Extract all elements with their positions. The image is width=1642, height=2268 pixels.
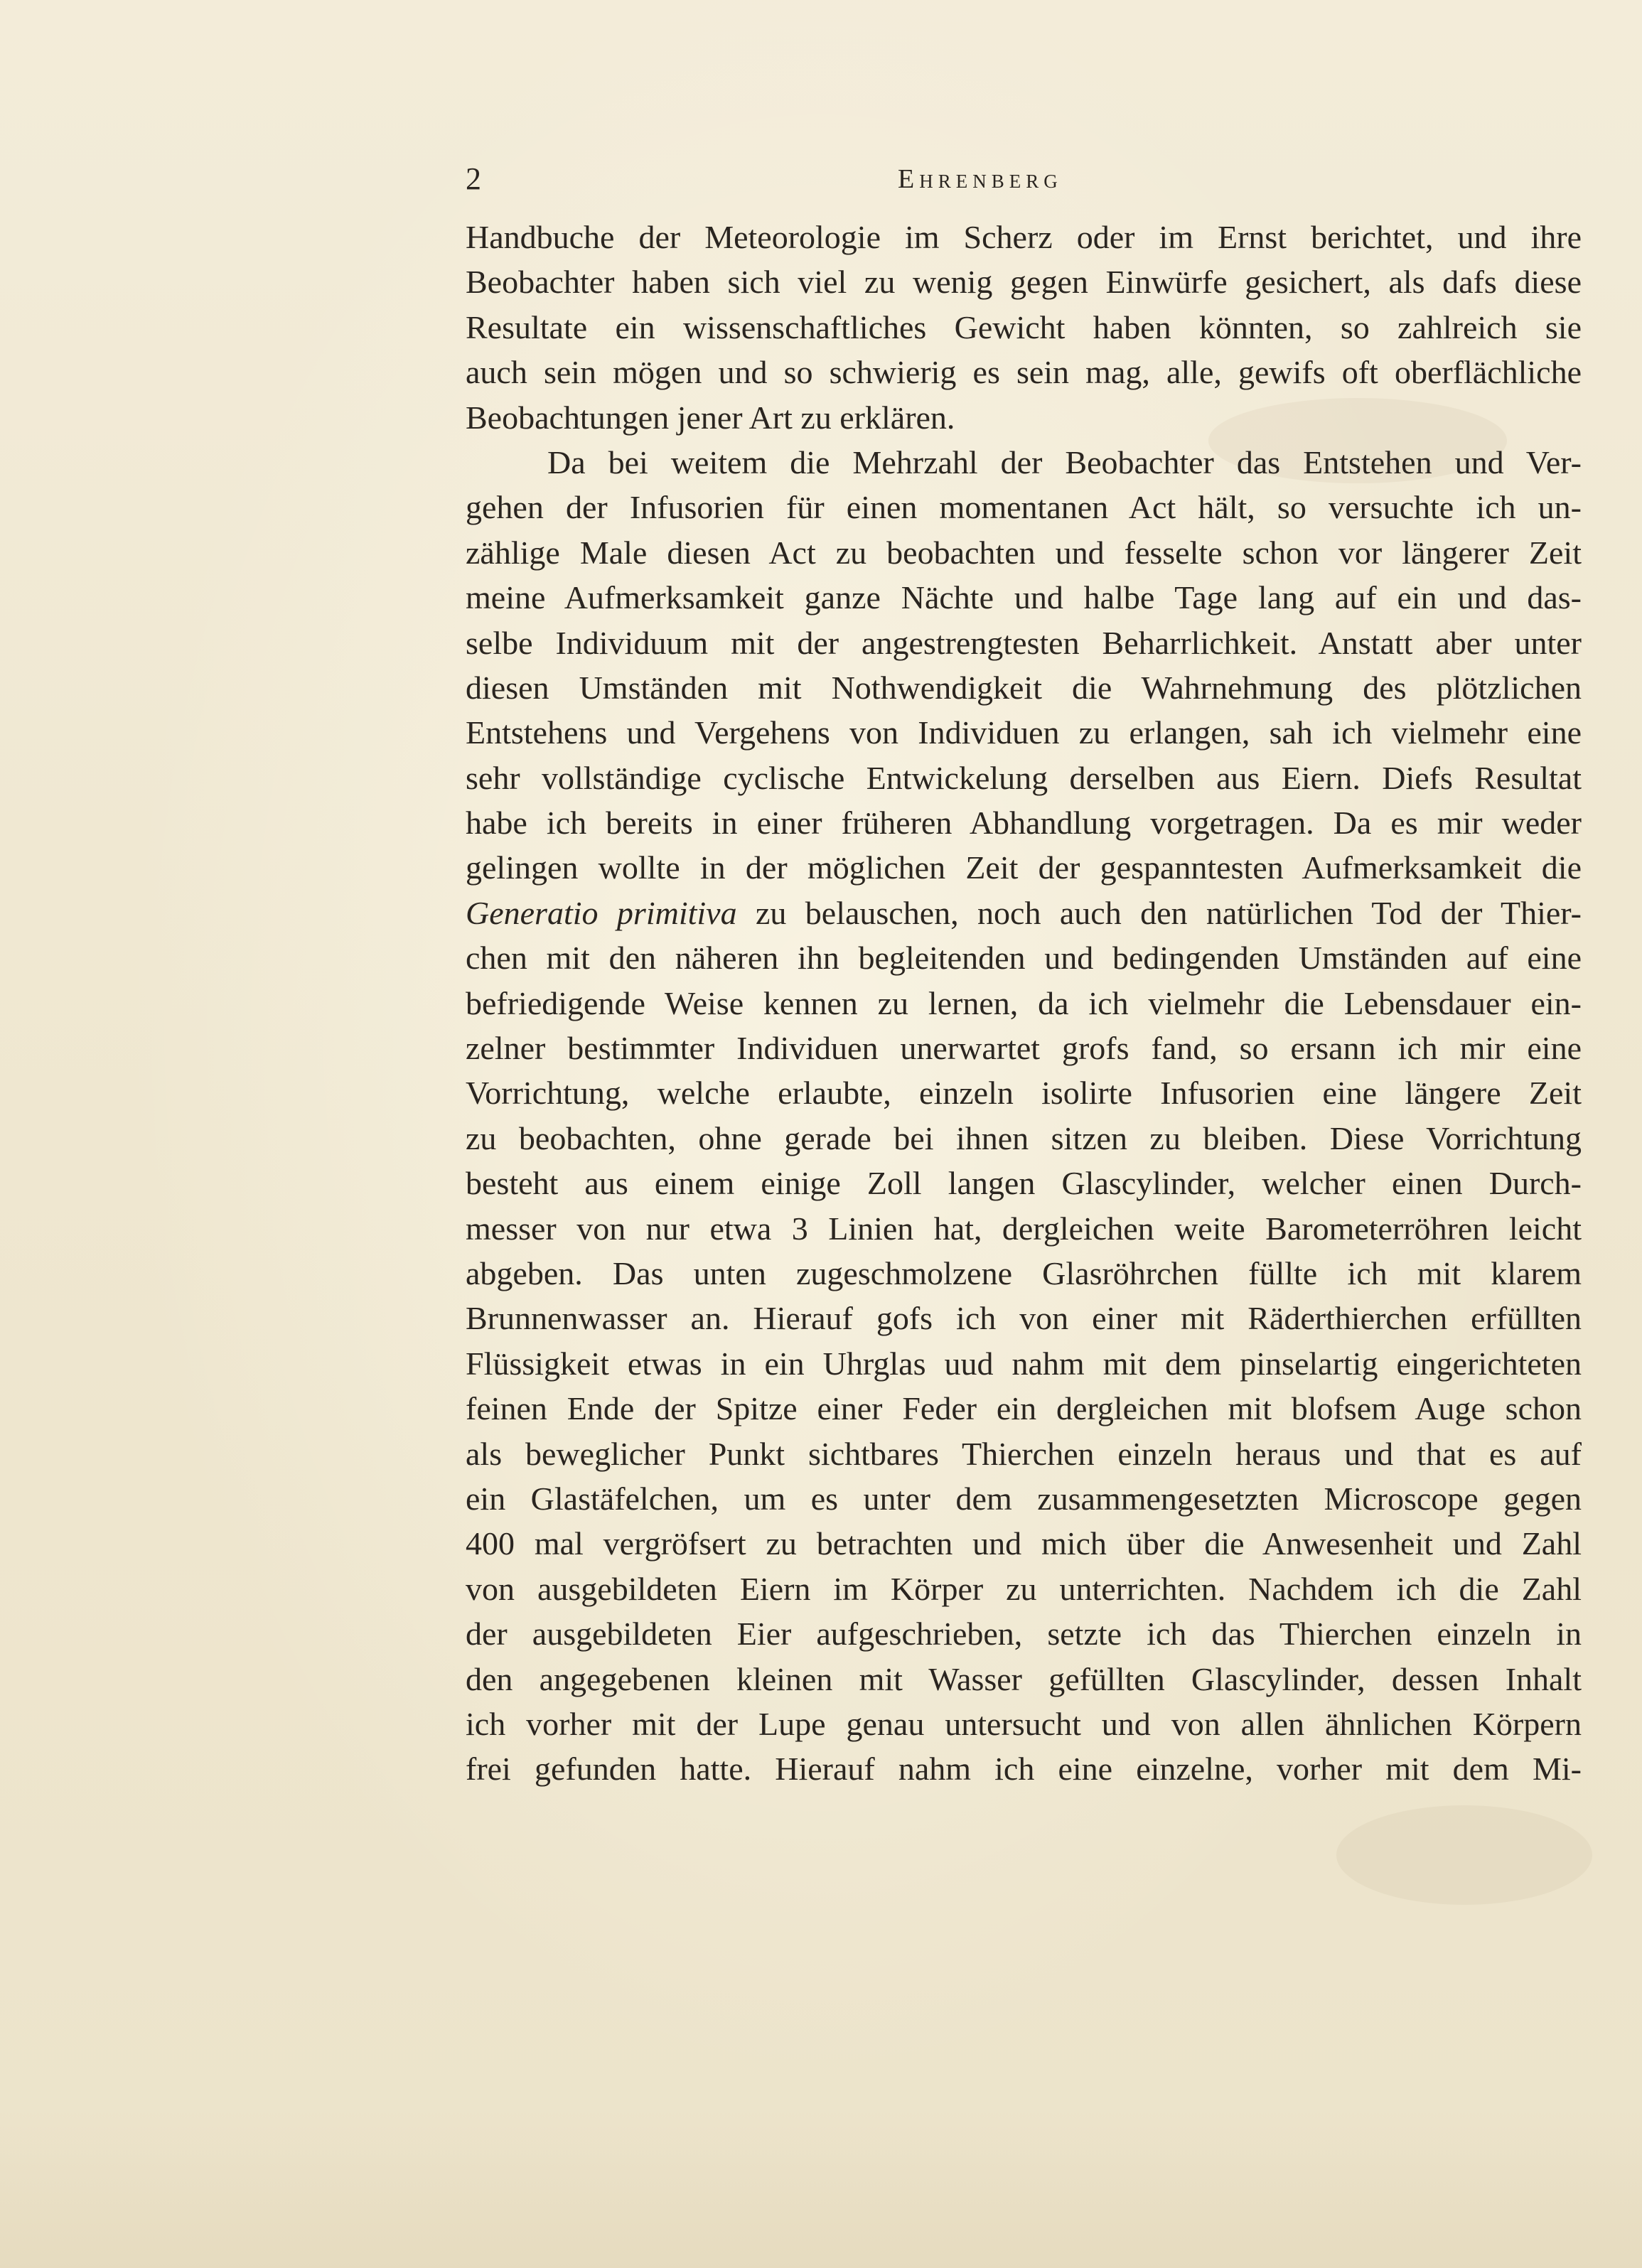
text-line <box>466 935 1582 980</box>
body-text <box>466 215 1582 1792</box>
text-line <box>466 981 1582 1026</box>
text-line <box>466 665 1582 710</box>
running-head: Ehrenberg <box>898 164 1063 194</box>
italic-term: Generatio primitiva <box>466 894 737 931</box>
text-line <box>466 1026 1582 1070</box>
text-line <box>466 1657 1582 1702</box>
text-line <box>466 530 1582 575</box>
text-line-content: von ausgebildeten Eiern im Körper zu unterrichten. Nachdem ich die Zahl <box>466 1570 1582 1607</box>
text-line-content: ein Glastäfelchen, um es unter dem zusammengesetzten Microscope gegen <box>466 1480 1582 1517</box>
page-header <box>466 158 1141 200</box>
text-line-content: gelingen wollte in der möglichen Zeit der gespanntesten Aufmerksamkeit die <box>466 849 1582 886</box>
text-line-content: messer von nur etwa 3 Linien hat, dergleichen weite Barometerröhren leicht <box>466 1210 1582 1247</box>
text-line-content: auch sein mögen und so schwierig es sein mag, alle, gewifs oft oberflächliche <box>466 354 1582 391</box>
text-line <box>466 1476 1582 1521</box>
text-line-content: den angegebenen kleinen mit Wasser gefüllten Glascylinder, dessen Inhalt <box>466 1660 1582 1697</box>
text-line-content: Beobachtungen jener Art zu erklären. <box>466 399 955 436</box>
text-line <box>466 710 1582 755</box>
text-line <box>466 350 1582 394</box>
text-line <box>466 1070 1582 1115</box>
text-line-content: Flüssigkeit etwas in ein Uhrglas uud nahm mit dem pinselartig eingerichteten <box>466 1345 1582 1382</box>
text-line <box>466 215 1582 259</box>
text-line <box>466 1161 1582 1205</box>
text-line <box>466 1746 1582 1791</box>
text-line <box>466 1116 1582 1161</box>
text-line <box>466 259 1582 304</box>
text-line <box>466 440 1582 485</box>
text-line <box>466 1296 1582 1340</box>
text-line-content: meine Aufmerksamkeit ganze Nächte und halbe Tage lang auf ein und das- <box>466 579 1582 616</box>
text-line <box>466 1341 1582 1386</box>
text-line <box>466 756 1582 800</box>
text-line <box>466 845 1582 890</box>
page-number: 2 <box>466 161 481 196</box>
text-line-content: Brunnenwasser an. Hierauf gofs ich von einer mit Räderthierchen erfüllten <box>466 1300 1582 1337</box>
text-line <box>466 1251 1582 1296</box>
text-line-content: feinen Ende der Spitze einer Feder ein dergleichen mit blofsem Auge schon <box>466 1390 1582 1427</box>
text-line-content: selbe Individuum mit der angestrengtesten Beharrlichkeit. Anstatt aber unter <box>466 624 1582 661</box>
text-line <box>466 891 1582 935</box>
text-line <box>466 1431 1582 1476</box>
text-line <box>466 1386 1582 1431</box>
text-line-content: 400 mal vergröfsert zu betrachten und mich über die Anwesenheit und Zahl <box>466 1525 1582 1562</box>
text-line <box>466 395 1582 440</box>
text-line-content: Entstehens und Vergehens von Individuen zu erlangen, sah ich vielmehr eine <box>466 714 1582 751</box>
text-line <box>466 575 1582 620</box>
text-line <box>466 800 1582 845</box>
text-line-content: der ausgebildeten Eier aufgeschrieben, setzte ich das Thierchen einzeln in <box>466 1616 1582 1652</box>
text-line-content: Vorrichtung, welche erlaubte, einzeln isolirte Infusorien eine längere Zeit <box>466 1075 1582 1112</box>
text-line-content: habe ich bereits in einer früheren Abhandlung vorgetragen. Da es mir weder <box>466 805 1582 842</box>
paper-stain <box>1336 1805 1592 1905</box>
text-line <box>466 485 1582 530</box>
text-line <box>466 1521 1582 1566</box>
text-line-content: zu beobachten, ohne gerade bei ihnen sitzen zu bleiben. Diese Vorrichtung <box>466 1119 1582 1156</box>
text-line <box>466 1702 1582 1746</box>
text-line-content: chen mit den näheren ihn begleitenden und bedingenden Umständen auf eine <box>466 940 1582 977</box>
text-line-content: besteht aus einem einige Zoll langen Glascylinder, welcher einen Durch- <box>466 1165 1582 1202</box>
text-line-content: als beweglicher Punkt sichtbares Thierchen einzeln heraus und that es auf <box>466 1435 1582 1472</box>
text-line-content: Da bei weitem die Mehrzahl der Beobachter das Entstehen und Ver- <box>547 444 1582 480</box>
text-line <box>466 1566 1582 1611</box>
text-line-content: sehr vollständige cyclische Entwickelung derselben aus Eiern. Diefs Resultat <box>466 759 1582 796</box>
text-line-content: zählige Male diesen Act zu beobachten und fesselte schon vor längerer Zeit <box>466 534 1582 571</box>
text-line-content: frei gefunden hatte. Hierauf nahm ich eine einzelne, vorher mit dem Mi- <box>466 1751 1582 1788</box>
text-line <box>466 305 1582 350</box>
text-line-content: zu belauschen, noch auch den natürlichen Tod der Thier- <box>736 894 1582 931</box>
text-line <box>466 1611 1582 1656</box>
text-line-content: gehen der Infusorien für einen momentanen Act hält, so versuchte ich un- <box>466 489 1582 526</box>
text-line-content: ich vorher mit der Lupe genau untersucht und von allen ähnlichen Körpern <box>466 1705 1582 1742</box>
text-line <box>466 620 1582 665</box>
text-line-content: abgeben. Das unten zugeschmolzene Glasröhrchen füllte ich mit klarem <box>466 1254 1582 1291</box>
text-line-content: Resultate ein wissenschaftliches Gewicht haben könnten, so zahlreich sie <box>466 308 1582 345</box>
text-line-content: Beobachter haben sich viel zu wenig gegen Einwürfe gesichert, als dafs diese <box>466 264 1582 301</box>
text-line-content: befriedigende Weise kennen zu lernen, da ich vielmehr die Lebensdauer ein- <box>466 984 1582 1021</box>
text-line-content: diesen Umständen mit Nothwendigkeit die Wahrnehmung des plötzlichen <box>466 669 1582 706</box>
text-line-content: zelner bestimmter Individuen unerwartet grofs fand, so ersann ich mir eine <box>466 1030 1582 1067</box>
text-line-content: Handbuche der Meteorologie im Scherz oder im Ernst berichtet, und ihre <box>466 219 1582 255</box>
text-line <box>466 1206 1582 1251</box>
